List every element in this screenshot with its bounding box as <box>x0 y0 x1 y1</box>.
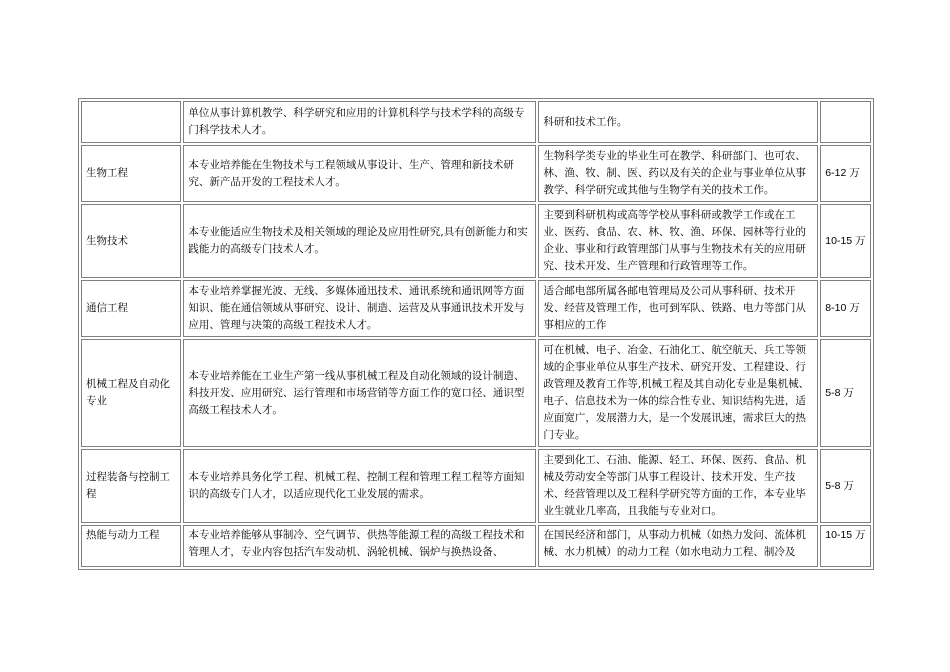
employment-cell: 适合邮电部所属各邮电管理局及公司从事科研、技术开发、经营及管理工作，也可到军队、铁路、电力等部门从事相应的工作 <box>538 280 818 337</box>
salary-cell: 5-8 万 <box>820 339 871 447</box>
salary-cell: 5-8 万 <box>820 449 871 523</box>
employment-cell: 主要到科研机构或高等学校从事科研或教学工作或在工业、医药、食品、农、林、牧、渔、环保、园林等行业的企业、事业和行政管理部门从事与生物技术有关的应用研究、技术开发、生产管理和行政管理等工作。 <box>538 204 818 278</box>
table-row <box>81 449 871 523</box>
description-cell: 本专业培养具务化学工程、机械工程、控制工程和管理工程工程等方面知识的高级专门人才，以适应现代化工业发展的需求。 <box>183 449 536 523</box>
salary-cell <box>820 101 871 143</box>
salary-cell: 8-10 万 <box>820 280 871 337</box>
table-row <box>81 204 871 278</box>
employment-cell: 可在机械、电子、冶金、石油化工、航空航天、兵工等领域的企事业单位从事生产技术、研究开发、工程建设、行政管理及教育工作等,机械工程及其自动化专业是集机械、电子、信息技术为一体的综合性专业、知识结构先进，适应面宽广，发展潜力大，是一个发展讯速，需求巨大的热门专业。 <box>538 339 818 447</box>
salary-cell: 10-15 万 <box>820 204 871 278</box>
table-row <box>81 525 871 567</box>
employment-cell: 科研和技术工作。 <box>538 101 818 143</box>
description-cell: 本专业培养能在工业生产第一线从事机械工程及自动化领域的设计制造、科技开发、应用研究、运行管理和市场营销等方面工作的宽口径、通识型高级工程技术人才。 <box>183 339 536 447</box>
major-cell <box>81 101 181 143</box>
description-cell: 本专业能适应生物技术及相关领域的理论及应用性研究,具有创新能力和实践能力的高级专门技术人才。 <box>183 204 536 278</box>
major-cell: 通信工程 <box>81 280 181 337</box>
description-cell: 本专业培养能够从事制冷、空气调节、供热等能源工程的高级工程技术和管理人才，专业内容包括汽车发动机、涡轮机械、锅炉与换热设备、 <box>183 525 536 567</box>
major-cell: 生物工程 <box>81 145 181 202</box>
salary-cell: 6-12 万 <box>820 145 871 202</box>
table-row <box>81 280 871 337</box>
employment-cell: 生物科学类专业的毕业生可在教学、科研部门、也可农、林、渔、牧、制、医、药以及有关的企业与事业单位从事教学、科学研究或其他与生物学有关的技术工作。 <box>538 145 818 202</box>
description-cell: 本专业培养能在生物技术与工程领域从事设计、生产、管理和新技术研究、新产品开发的工程技术人才。 <box>183 145 536 202</box>
salary-cell: 10-15 万 <box>820 525 871 567</box>
table-row <box>81 145 871 202</box>
major-cell: 机械工程及自动化专业 <box>81 339 181 447</box>
description-cell: 本专业培养掌握光波、无线、多媒体通迅技术、通讯系统和通讯网等方面知识、能在通信领域从事研究、设计、制造、运营及从事通讯技术开发与应用、管理与决策的高级工程技术人才。 <box>183 280 536 337</box>
major-cell: 热能与动力工程 <box>81 525 181 567</box>
employment-cell: 在国民经济和部门，从事动力机械（如热力发问、流体机械、水力机械）的动力工程（如水电动力工程、制冷及 <box>538 525 818 567</box>
description-cell: 单位从事计算机教学、科学研究和应用的计算机科学与技术学科的高级专门科学技术人才。 <box>183 101 536 143</box>
table-row <box>81 101 871 143</box>
table-row <box>81 339 871 447</box>
major-cell: 过程装备与控制工程 <box>81 449 181 523</box>
major-cell: 生物技术 <box>81 204 181 278</box>
majors-table <box>78 98 874 570</box>
employment-cell: 主要到化工、石油、能源、轻工、环保、医药、食品、机械及劳动安全等部门从事工程设计、技术开发、生产技术、经营管理以及工程科学研究等方面的工作，本专业毕业生就业几率高，且我能与专业对口。 <box>538 449 818 523</box>
